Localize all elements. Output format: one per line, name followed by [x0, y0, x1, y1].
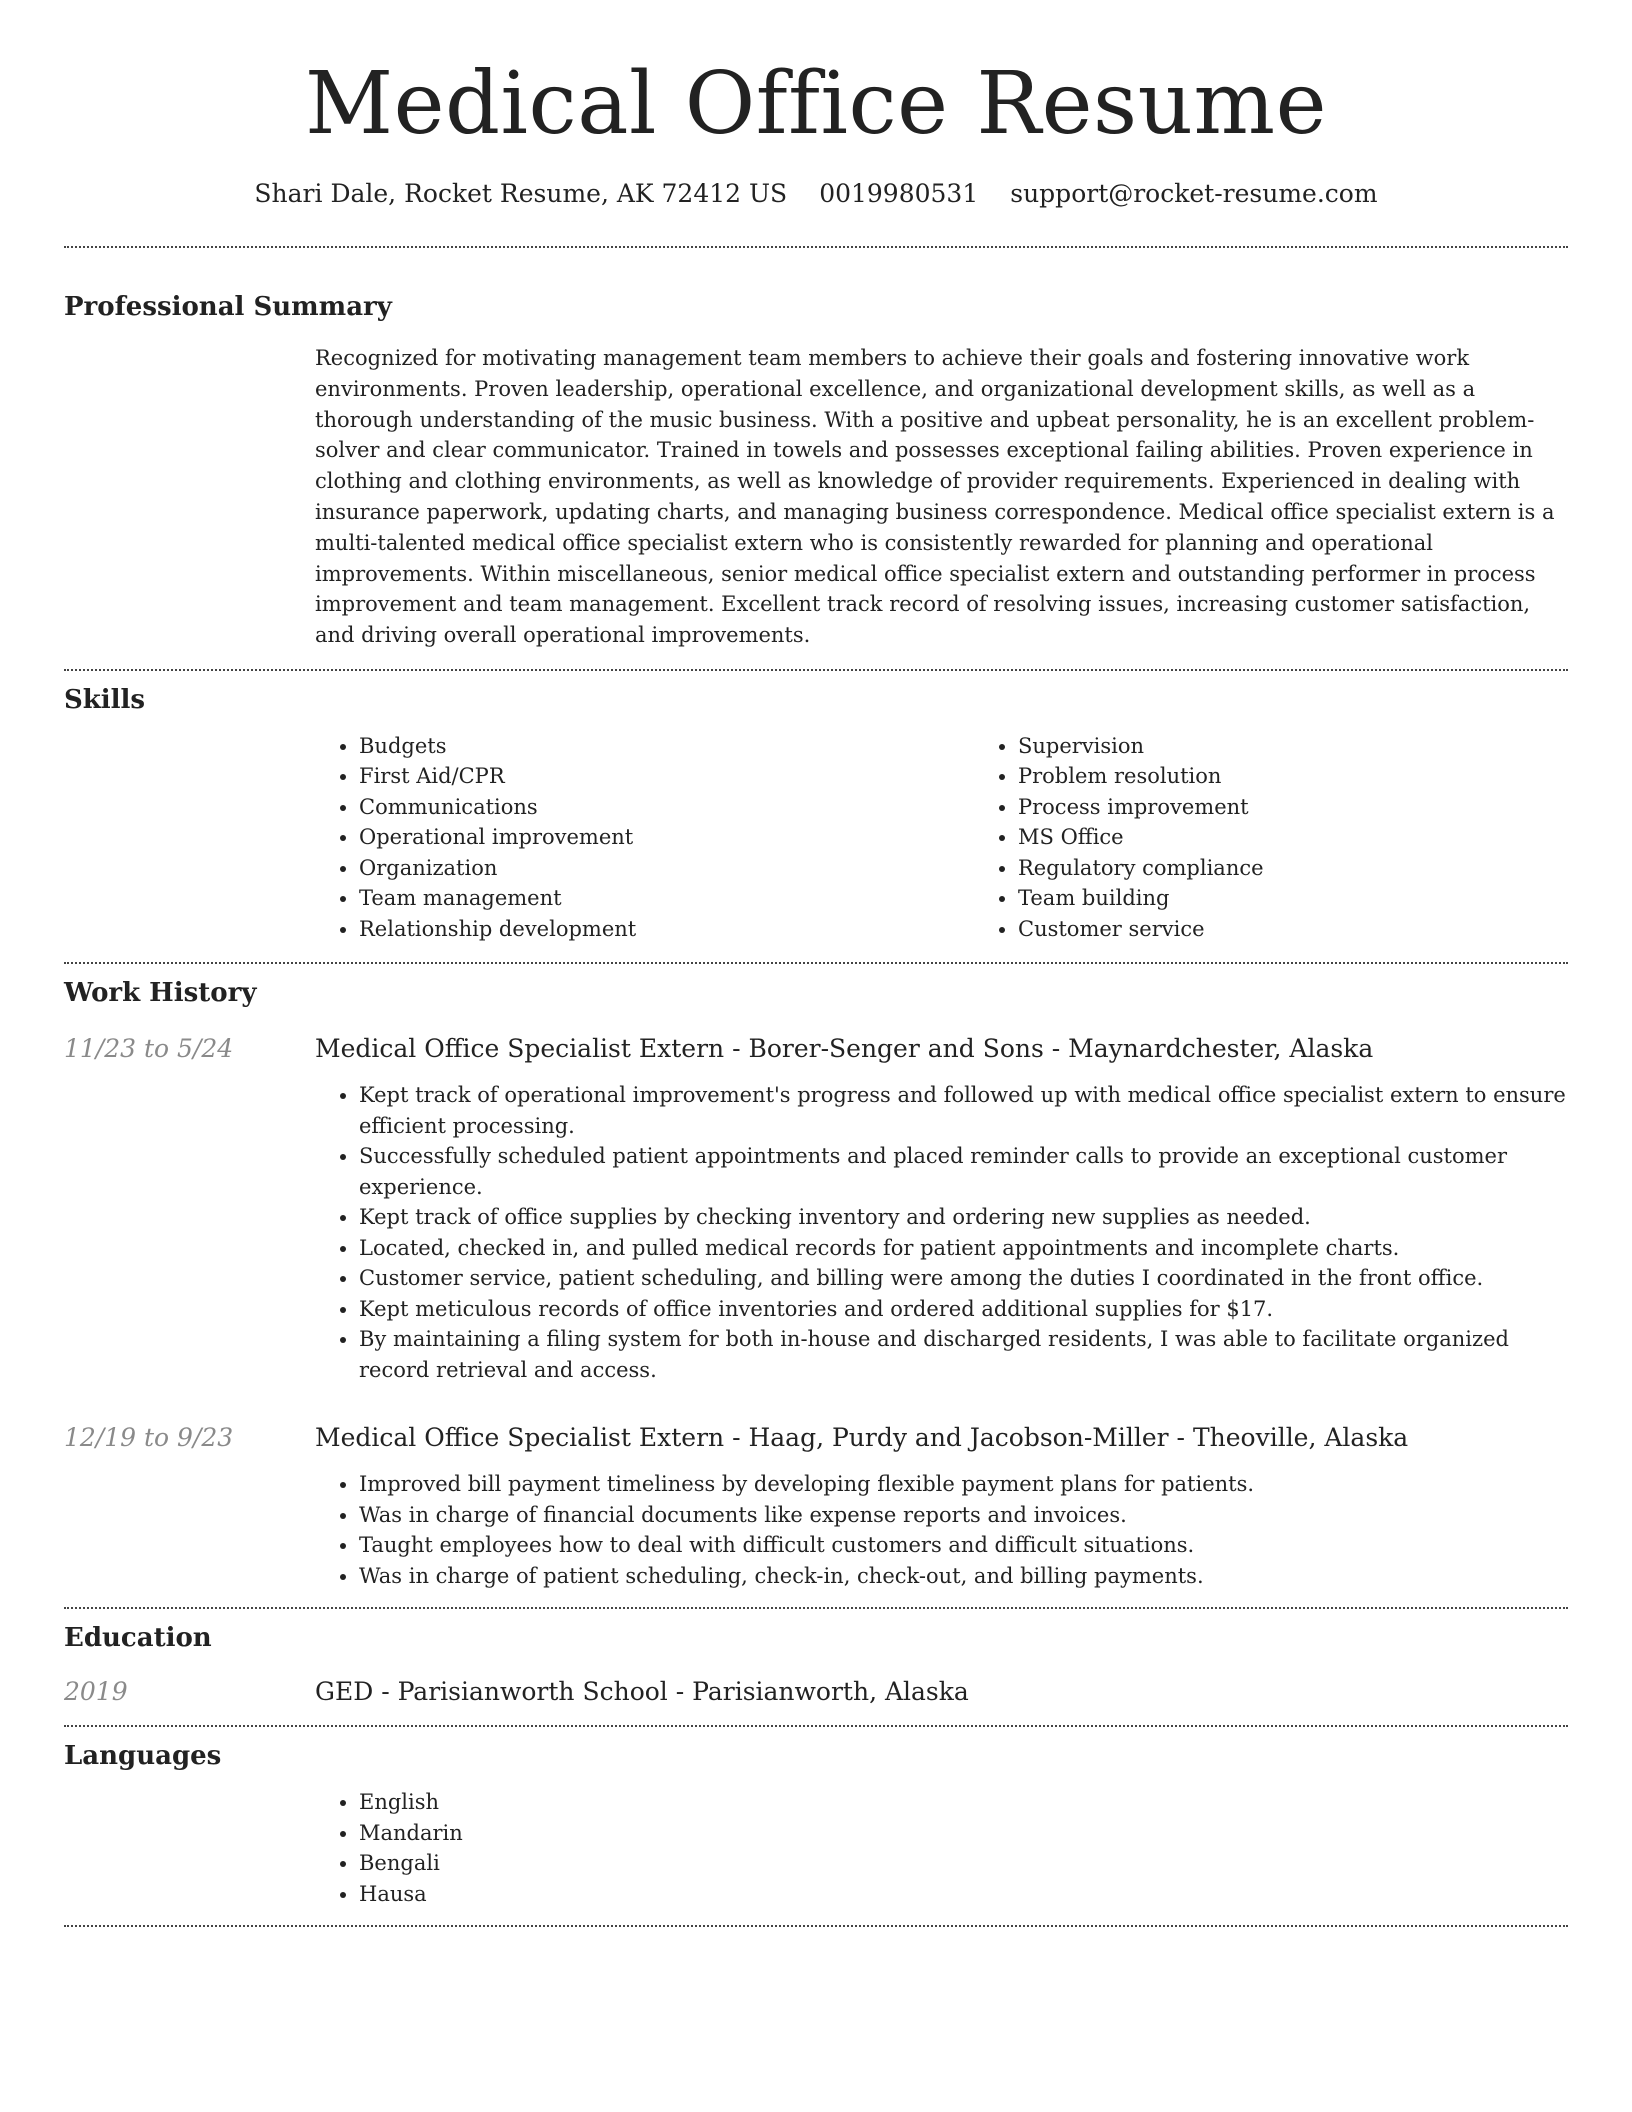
skill-item: • MS Office: [1018, 822, 1632, 853]
section-heading-languages: Languages: [64, 1741, 222, 1772]
education-section: [64, 1621, 1568, 1709]
work-section: [64, 976, 1568, 1591]
section-heading-skills: Skills: [64, 684, 146, 715]
job-title: Medical Office Specialist Extern - Haag, Purdy and Jacobson-Miller - Theoville, Alaska: [315, 1423, 1409, 1453]
job-bullet: • Was in charge of financial documents like expense reports and invoices.: [359, 1500, 1568, 1531]
skills-section: [64, 683, 1568, 945]
job-bullet: • Located, checked in, and pulled medical records for patient appointments and incomplete charts.: [359, 1233, 1568, 1264]
divider: [64, 1725, 1568, 1727]
summary-section: [64, 290, 1568, 651]
summary-text: Recognized for motivating management team members to achieve their goals and fostering innovative work environments. Proven leadership, operational excellence, and organizational development skills, as well as a thorough understanding of the music business. With a positive and upbeat personality, he is an excellent problem-solver and clear communicator. Trained in towels and possesses exceptional failing abilities. Proven experience in clothing and clothing environments, as well as knowledge of provider requirements. Experienced in dealing with insurance paperwork, updating charts, and managing business correspondence. Medical office specialist extern is a multi-talented medical office specialist extern who is consistently rewarded for planning and operational improvements. Within miscellaneous, senior medical office specialist extern and outstanding performer in process improvement and team management. Excellent track record of resolving issues, increasing customer satisfaction, and driving overall operational improvements.: [315, 346, 1555, 648]
skill-item: • Budgets: [359, 731, 974, 762]
job-bullet: • Customer service, patient scheduling, and billing were among the duties I coordinated in the front office.: [359, 1263, 1568, 1294]
education-date: 2019: [64, 1677, 128, 1707]
languages-list: [315, 1787, 1568, 1909]
language-item: • English: [359, 1787, 1568, 1818]
job-bullet: • Kept meticulous records of office inventories and ordered additional supplies for $17.: [359, 1294, 1568, 1325]
skill-item: • Team management: [359, 883, 974, 914]
skill-item: • Process improvement: [1018, 792, 1632, 823]
job-entry: [64, 1421, 1568, 1591]
job-entry: [64, 1032, 1568, 1385]
language-item: • Bengali: [359, 1848, 1568, 1879]
contact-phone: 0019980531: [819, 179, 979, 208]
skill-item: • Organization: [359, 853, 974, 884]
job-dates: 11/23 to 5/24: [64, 1034, 234, 1064]
skill-item: • Operational improvement: [359, 822, 974, 853]
job-bullets: [315, 1469, 1568, 1591]
job-bullet: • Kept track of office supplies by checking inventory and ordering new supplies as needed.: [359, 1202, 1568, 1233]
job-bullets: [315, 1080, 1568, 1385]
skill-item: • Communications: [359, 792, 974, 823]
divider: [64, 962, 1568, 964]
contact-email: support@rocket-resume.com: [1010, 179, 1378, 208]
language-item: • Mandarin: [359, 1818, 1568, 1849]
language-item: • Hausa: [359, 1879, 1568, 1910]
divider: [64, 1925, 1568, 1927]
skill-item: • First Aid/CPR: [359, 761, 974, 792]
skills-list-left: [315, 731, 974, 945]
education-title: GED - Parisianworth School - Parisianworth, Alaska: [315, 1677, 969, 1707]
job-bullet: • By maintaining a filing system for both in-house and discharged residents, I was able to facilitate organized record retrieval and access.: [359, 1324, 1568, 1385]
section-heading-work: Work History: [64, 978, 257, 1009]
skill-item: • Team building: [1018, 883, 1632, 914]
section-heading-summary: Professional Summary: [64, 292, 392, 322]
resume-page: [64, 0, 1568, 1927]
skill-item: • Regulatory compliance: [1018, 853, 1632, 884]
job-dates: 12/19 to 9/23: [64, 1423, 234, 1453]
divider: [64, 669, 1568, 671]
job-bullet: • Kept track of operational improvement's progress and followed up with medical office specialist extern to ensure efficient processing.: [359, 1080, 1568, 1141]
skill-item: • Relationship development: [359, 914, 974, 945]
contact-line: [64, 178, 1568, 210]
job-bullet: • Improved bill payment timeliness by developing flexible payment plans for patients.: [359, 1469, 1568, 1500]
education-entry: [64, 1675, 1568, 1709]
skill-item: • Problem resolution: [1018, 761, 1632, 792]
resume-title: Medical Office Resume: [305, 54, 1327, 154]
skill-item: • Customer service: [1018, 914, 1632, 945]
skills-list-right: [974, 731, 1632, 945]
contact-address: Shari Dale, Rocket Resume, AK 72412 US: [254, 179, 788, 208]
job-bullet: • Taught employees how to deal with difficult customers and difficult situations.: [359, 1530, 1568, 1561]
job-bullet: • Was in charge of patient scheduling, check-in, check-out, and billing payments.: [359, 1561, 1568, 1592]
languages-section: [64, 1739, 1568, 1909]
job-title: Medical Office Specialist Extern - Borer-Senger and Sons - Maynardchester, Alaska: [315, 1034, 1374, 1064]
skill-item: • Supervision: [1018, 731, 1632, 762]
section-heading-education: Education: [64, 1623, 212, 1654]
divider: [64, 1607, 1568, 1609]
job-bullet: • Successfully scheduled patient appointments and placed reminder calls to provide an exceptional customer experience.: [359, 1141, 1568, 1202]
divider: [64, 246, 1568, 248]
